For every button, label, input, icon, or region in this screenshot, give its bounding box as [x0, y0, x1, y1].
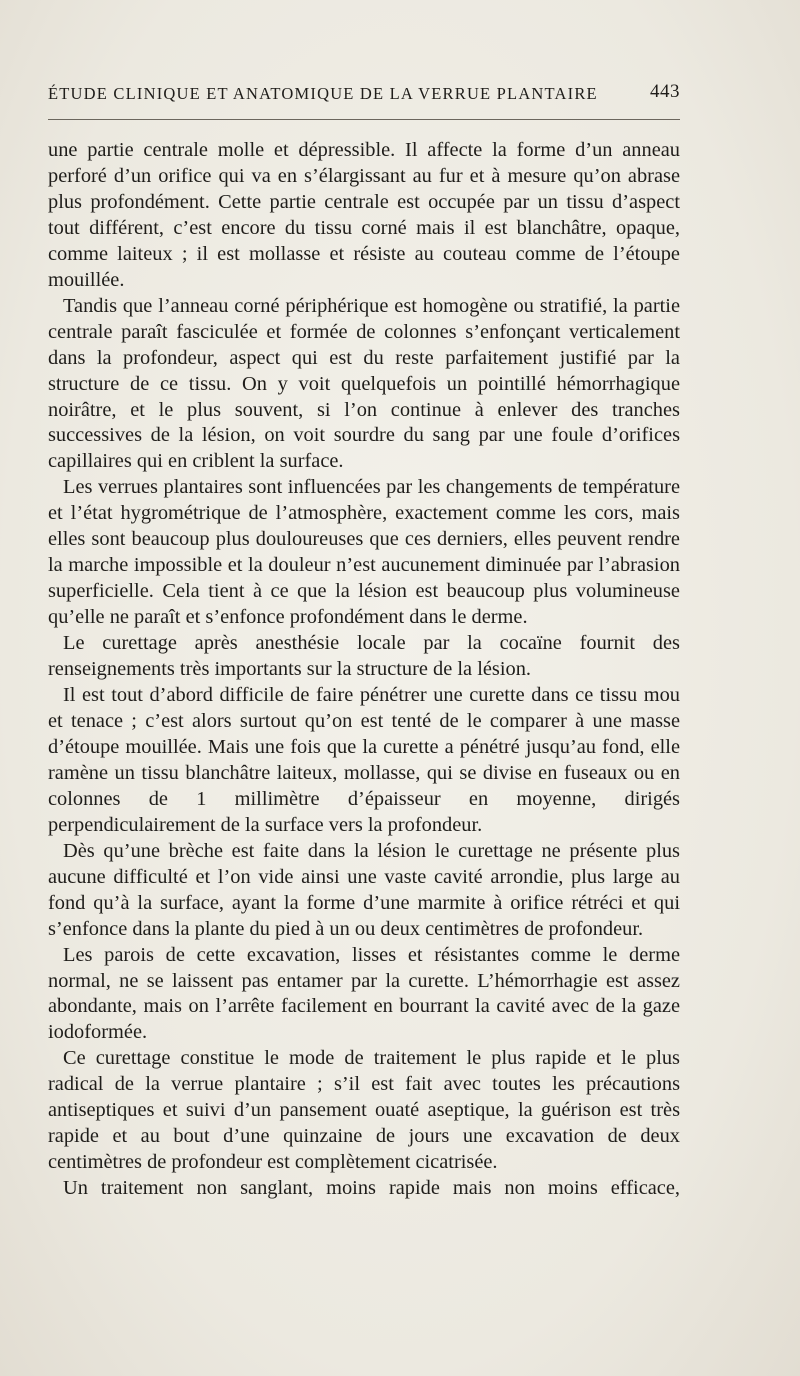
- header-rule: [48, 119, 680, 120]
- running-title: ÉTUDE CLINIQUE ET ANATOMIQUE DE LA VERRUE PLANTAIRE: [48, 84, 598, 103]
- paragraph: Les parois de cette excavation, lisses et résistantes comme le derme normal, ne se laissent pas entamer par la curette. L’hémorrhagie est assez abondante, mais on l’arrête facilement en bourrant la cavité avec de la gaze iodoformée.: [48, 943, 680, 1044]
- paragraph: Ce curettage constitue le mode de traitement le plus rapide et le plus radical de la verrue plantaire ; s’il est fait avec toutes les précautions antiseptiques et suivi d’un pansement ouaté aseptique, la guérison est très rapide et au bout d’une quinzaine de jours une excavation de deux centimètres de profondeur est complètement cicatrisée.: [48, 1047, 680, 1174]
- page-number: 443: [650, 81, 680, 102]
- paragraph: une partie centrale molle et dépressible. Il affecte la forme d’un anneau perforé d’un orifice qui va en s’élargissant au fur et à mesure qu’on abrase plus profondément. Cette partie centrale est occupée par un tissu d’aspect tout différent, c’est encore du tissu corné mais il est blanchâtre, opaque, comme laiteux ; il est mollasse et résiste au couteau comme de l’étoupe mouillée.: [48, 139, 680, 291]
- paragraph: Le curettage après anesthésie locale par la cocaïne fournit des renseignements très importants sur la structure de la lésion.: [48, 632, 680, 681]
- body-text: [48, 138, 680, 1202]
- paragraph: Il est tout d’abord difficile de faire pénétrer une curette dans ce tissu mou et tenace ; c’est alors surtout qu’on est tenté de le comparer à une masse d’étoupe mouillée. Mais une fois que la curette a pénétré jusqu’au fond, elle ramène un tissu blanchâtre laiteux, mollasse, qui se divise en fuseaux ou en colonnes de 1 millimètre d’épaisseur en moyenne, dirigés perpendiculairement de la surface vers la profondeur.: [48, 684, 680, 836]
- paragraph: Tandis que l’anneau corné périphérique est homogène ou stratifié, la partie centrale paraît fasciculée et formée de colonnes s’enfonçant verticalement dans la profondeur, aspect qui est du reste parfaitement justifié par la structure de ce tissu. On y voit quelquefois un pointillé hémorrhagique noirâtre, et le plus souvent, si l’on continue à enlever des tranches successives de la lésion, on voit sourdre du sang par une foule d’orifices capillaires qui en criblent la surface.: [48, 294, 680, 473]
- paragraph: Un traitement non sanglant, moins rapide mais non moins efficace,: [63, 1177, 680, 1200]
- paragraph: Les verrues plantaires sont influencées par les changements de température et l’état hygrométrique de l’atmosphère, exactement comme les cors, mais elles sont beaucoup plus douloureuses que ces derniers, elles peuvent rendre la marche impossible et la douleur n’est aucunement diminuée par l’abrasion superficielle. Cela tient à ce que la lésion est beaucoup plus volumineuse qu’elle ne paraît et s’enfonce profondément dans le derme.: [48, 476, 680, 629]
- paragraph: Dès qu’une brèche est faite dans la lésion le curettage ne présente plus aucune difficulté et l’on vide ainsi une vaste cavité arrondie, plus large au fond qu’à la surface, ayant la forme d’une marmite à orifice rétréci et qui s’enfonce dans la plante du pied à un ou deux centimètres de profondeur.: [48, 839, 680, 940]
- page-header: [48, 81, 680, 112]
